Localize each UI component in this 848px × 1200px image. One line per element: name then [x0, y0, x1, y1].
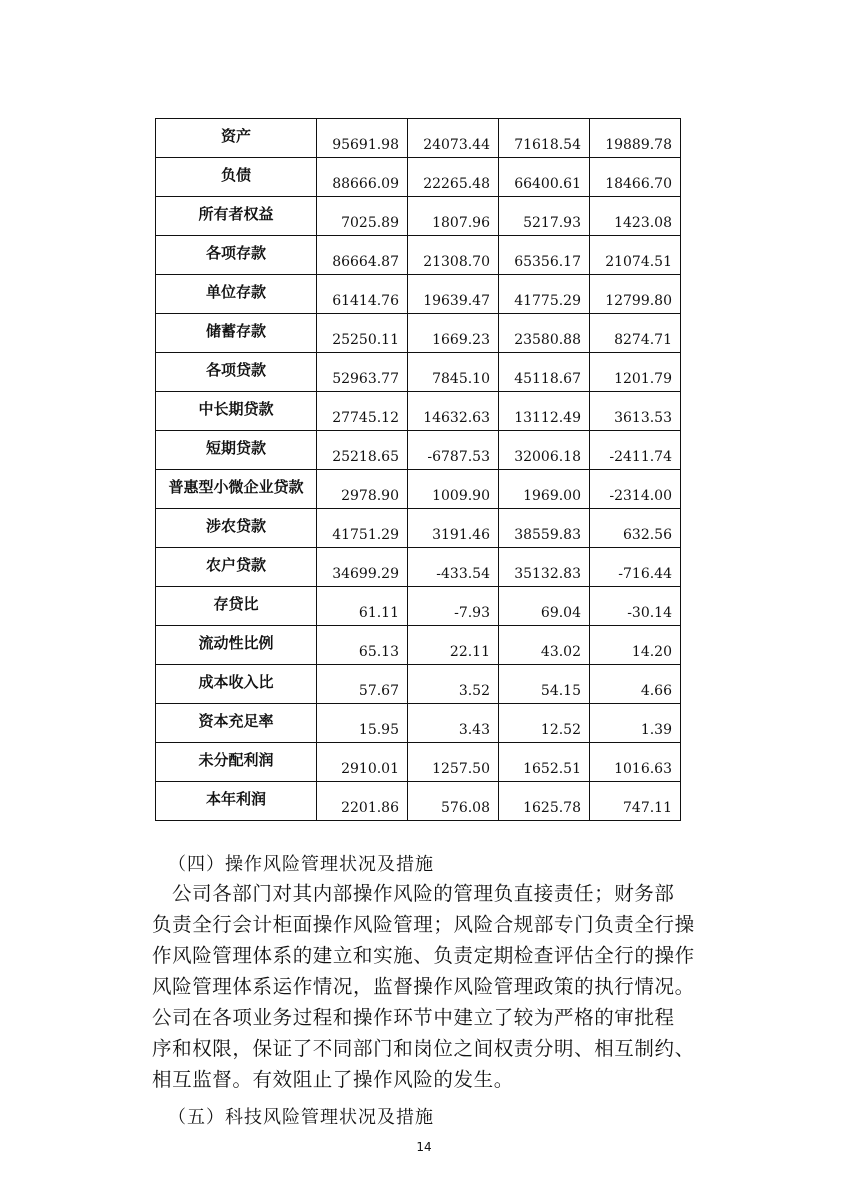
- paragraph-line: 序和权限，保证了不同部门和岗位之间权责分明、相互制约、: [152, 1037, 695, 1060]
- table-row: [156, 236, 681, 275]
- table-cell: 15.95: [317, 704, 408, 743]
- table-cell: 1257.50: [408, 743, 499, 782]
- section-5-heading: （五）科技风险管理状况及措施: [168, 1107, 434, 1128]
- table-cell: 65356.17: [499, 236, 590, 275]
- table-cell: 21308.70: [408, 236, 499, 275]
- table-cell: 66400.61: [499, 158, 590, 197]
- table-row: [156, 314, 681, 353]
- row-label: 成本收入比: [156, 665, 317, 704]
- table-row: [156, 197, 681, 236]
- table-cell: 25218.65: [317, 431, 408, 470]
- financial-data-table: [155, 118, 681, 821]
- table-cell: 32006.18: [499, 431, 590, 470]
- table-cell: 1201.79: [590, 353, 681, 392]
- table-cell: 13112.49: [499, 392, 590, 431]
- row-label: 单位存款: [156, 275, 317, 314]
- table-cell: 4.66: [590, 665, 681, 704]
- table-row: [156, 743, 681, 782]
- table-cell: 747.11: [590, 782, 681, 821]
- table-cell: 86664.87: [317, 236, 408, 275]
- table-cell: 1016.63: [590, 743, 681, 782]
- row-label: 涉农贷款: [156, 509, 317, 548]
- table-cell: 12799.80: [590, 275, 681, 314]
- paragraph-line: 公司各部门对其内部操作风险的管理负直接责任；财务部: [172, 882, 675, 905]
- table-cell: -2411.74: [590, 431, 681, 470]
- table-row: [156, 509, 681, 548]
- row-label: 各项贷款: [156, 353, 317, 392]
- table-cell: 65.13: [317, 626, 408, 665]
- table-cell: 5217.93: [499, 197, 590, 236]
- row-label: 流动性比例: [156, 626, 317, 665]
- table-cell: 23580.88: [499, 314, 590, 353]
- table-cell: 95691.98: [317, 119, 408, 158]
- row-label: 农户贷款: [156, 548, 317, 587]
- row-label: 普惠型小微企业贷款: [156, 470, 317, 509]
- table-cell: 1969.00: [499, 470, 590, 509]
- table-cell: 1625.78: [499, 782, 590, 821]
- table-row: [156, 548, 681, 587]
- table-cell: 8274.71: [590, 314, 681, 353]
- table-cell: 12.52: [499, 704, 590, 743]
- table-cell: 41751.29: [317, 509, 408, 548]
- table-row: [156, 353, 681, 392]
- row-label: 资产: [156, 119, 317, 158]
- table-cell: 2978.90: [317, 470, 408, 509]
- table-cell: 3.52: [408, 665, 499, 704]
- table-cell: 7845.10: [408, 353, 499, 392]
- table-row: [156, 704, 681, 743]
- table-cell: 24073.44: [408, 119, 499, 158]
- table-row: [156, 665, 681, 704]
- table-cell: 7025.89: [317, 197, 408, 236]
- table-cell: 576.08: [408, 782, 499, 821]
- table-cell: 14.20: [590, 626, 681, 665]
- table-cell: 1807.96: [408, 197, 499, 236]
- table-cell: 27745.12: [317, 392, 408, 431]
- table-cell: 3191.46: [408, 509, 499, 548]
- table-cell: 61.11: [317, 587, 408, 626]
- table-cell: 25250.11: [317, 314, 408, 353]
- table-cell: 3.43: [408, 704, 499, 743]
- table-cell: 14632.63: [408, 392, 499, 431]
- table-row: [156, 392, 681, 431]
- section-4-paragraph: [152, 878, 732, 1095]
- table-cell: 61414.76: [317, 275, 408, 314]
- table-cell: -716.44: [590, 548, 681, 587]
- table-cell: 19889.78: [590, 119, 681, 158]
- table-cell: 1652.51: [499, 743, 590, 782]
- paragraph-line: 相互监督。有效阻止了操作风险的发生。: [152, 1068, 514, 1091]
- table-cell: 3613.53: [590, 392, 681, 431]
- table-cell: 52963.77: [317, 353, 408, 392]
- row-label: 负债: [156, 158, 317, 197]
- table-row: [156, 158, 681, 197]
- row-label: 储蓄存款: [156, 314, 317, 353]
- paragraph-line: 公司在各项业务过程和操作环节中建立了较为严格的审批程: [152, 1006, 675, 1029]
- table-row: [156, 782, 681, 821]
- page-number: 14: [416, 1140, 432, 1154]
- row-label: 短期贷款: [156, 431, 317, 470]
- table-row: [156, 431, 681, 470]
- table-cell: 38559.83: [499, 509, 590, 548]
- table-cell: 45118.67: [499, 353, 590, 392]
- table-cell: 632.56: [590, 509, 681, 548]
- table-cell: -6787.53: [408, 431, 499, 470]
- table-cell: 1423.08: [590, 197, 681, 236]
- row-label: 中长期贷款: [156, 392, 317, 431]
- table-cell: 69.04: [499, 587, 590, 626]
- table-cell: 1.39: [590, 704, 681, 743]
- table-cell: 2910.01: [317, 743, 408, 782]
- table-cell: -433.54: [408, 548, 499, 587]
- table-row: [156, 470, 681, 509]
- table-cell: -2314.00: [590, 470, 681, 509]
- paragraph-line: 负责全行会计柜面操作风险管理；风险合规部专门负责全行操: [152, 913, 695, 936]
- table-cell: 43.02: [499, 626, 590, 665]
- row-label: 所有者权益: [156, 197, 317, 236]
- paragraph-line: 作风险管理体系的建立和实施、负责定期检查评估全行的操作: [152, 944, 695, 967]
- table-cell: 34699.29: [317, 548, 408, 587]
- table-row: [156, 119, 681, 158]
- table-cell: 54.15: [499, 665, 590, 704]
- table-cell: 88666.09: [317, 158, 408, 197]
- table-cell: -7.93: [408, 587, 499, 626]
- table-cell: 1009.90: [408, 470, 499, 509]
- section-4-heading: （四）操作风险管理状况及措施: [168, 854, 434, 875]
- row-label: 未分配利润: [156, 743, 317, 782]
- table-cell: 1669.23: [408, 314, 499, 353]
- table-cell: 21074.51: [590, 236, 681, 275]
- table-cell: 35132.83: [499, 548, 590, 587]
- table-cell: 19639.47: [408, 275, 499, 314]
- table-cell: -30.14: [590, 587, 681, 626]
- table-row: [156, 275, 681, 314]
- table-cell: 22.11: [408, 626, 499, 665]
- paragraph-line: 风险管理体系运作情况，监督操作风险管理政策的执行情况。: [152, 975, 695, 998]
- row-label: 存贷比: [156, 587, 317, 626]
- row-label: 资本充足率: [156, 704, 317, 743]
- table-row: [156, 587, 681, 626]
- table-cell: 41775.29: [499, 275, 590, 314]
- table-cell: 2201.86: [317, 782, 408, 821]
- table-cell: 18466.70: [590, 158, 681, 197]
- table-cell: 22265.48: [408, 158, 499, 197]
- row-label: 各项存款: [156, 236, 317, 275]
- table-row: [156, 626, 681, 665]
- table-cell: 71618.54: [499, 119, 590, 158]
- table-cell: 57.67: [317, 665, 408, 704]
- row-label: 本年利润: [156, 782, 317, 821]
